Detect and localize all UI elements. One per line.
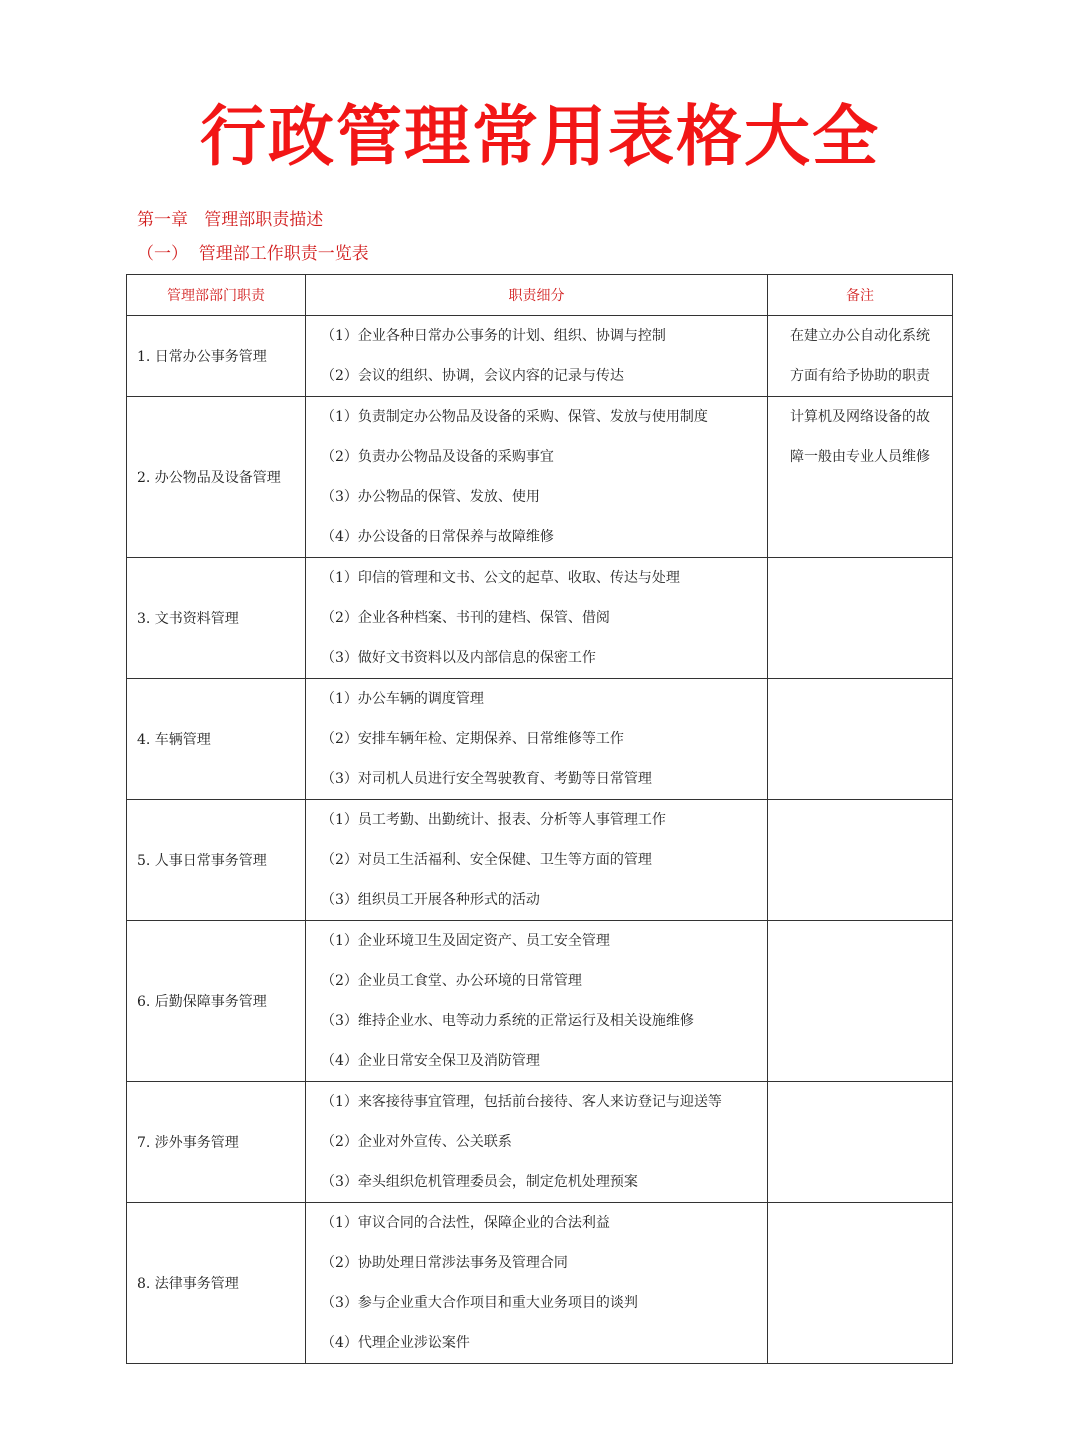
detail-cell <box>306 558 768 679</box>
detail-item: （2）企业员工食堂、办公环境的日常管理 <box>321 973 582 989</box>
detail-cell <box>306 397 768 558</box>
note-line: 方面有给予协助的职责 <box>790 368 930 384</box>
note-cell <box>768 1082 953 1203</box>
detail-cell <box>306 1082 768 1203</box>
header-dept: 管理部部门职责 <box>127 275 306 316</box>
table-body <box>127 316 953 1364</box>
detail-cell <box>306 316 768 397</box>
detail-item: （4）代理企业涉讼案件 <box>321 1335 470 1351</box>
table-row <box>127 1203 953 1364</box>
detail-item: （2）协助处理日常涉法事务及管理合同 <box>321 1255 568 1271</box>
detail-item: （3）牵头组织危机管理委员会，制定危机处理预案 <box>321 1174 638 1190</box>
chapter-heading: 第一章 管理部职责描述 <box>137 210 324 230</box>
detail-item: （2）负责办公物品及设备的采购事宜 <box>321 449 554 465</box>
main-title: 行政管理常用表格大全 <box>200 98 880 175</box>
note-cell <box>768 1203 953 1364</box>
dept-cell: 4. 车辆管理 <box>127 679 306 800</box>
detail-item: （1）企业各种日常办公事务的计划、组织、协调与控制 <box>321 328 666 344</box>
table-header-row <box>127 275 953 316</box>
section-subtitle: （一） 管理部工作职责一览表 <box>137 244 369 264</box>
dept-cell: 3. 文书资料管理 <box>127 558 306 679</box>
table-row <box>127 1082 953 1203</box>
detail-item: （3）维持企业水、电等动力系统的正常运行及相关设施维修 <box>321 1013 694 1029</box>
table-row <box>127 679 953 800</box>
detail-cell <box>306 921 768 1082</box>
detail-item: （1）员工考勤、出勤统计、报表、分析等人事管理工作 <box>321 812 666 828</box>
note-cell <box>768 316 953 397</box>
dept-cell: 1. 日常办公事务管理 <box>127 316 306 397</box>
detail-item: （1）审议合同的合法性，保障企业的合法利益 <box>321 1215 610 1231</box>
table-row <box>127 921 953 1082</box>
detail-item: （2）安排车辆年检、定期保养、日常维修等工作 <box>321 731 624 747</box>
detail-item: （4）办公设备的日常保养与故障维修 <box>321 529 554 545</box>
detail-item: （1）企业环境卫生及固定资产、员工安全管理 <box>321 933 610 949</box>
detail-item: （4）企业日常安全保卫及消防管理 <box>321 1053 540 1069</box>
dept-cell: 5. 人事日常事务管理 <box>127 800 306 921</box>
duty-table <box>126 274 953 1364</box>
detail-item: （3）做好文书资料以及内部信息的保密工作 <box>321 650 596 666</box>
note-cell <box>768 800 953 921</box>
dept-cell: 8. 法律事务管理 <box>127 1203 306 1364</box>
note-cell <box>768 558 953 679</box>
detail-item: （1）印信的管理和文书、公文的起草、收取、传达与处理 <box>321 570 680 586</box>
detail-cell <box>306 800 768 921</box>
header-detail: 职责细分 <box>306 275 768 316</box>
detail-item: （3）对司机人员进行安全驾驶教育、考勤等日常管理 <box>321 771 652 787</box>
detail-item: （3）办公物品的保管、发放、使用 <box>321 489 540 505</box>
header-note: 备注 <box>768 275 953 316</box>
table-row <box>127 558 953 679</box>
dept-cell: 7. 涉外事务管理 <box>127 1082 306 1203</box>
detail-item: （2）对员工生活福利、安全保健、卫生等方面的管理 <box>321 852 652 868</box>
detail-item: （1）办公车辆的调度管理 <box>321 691 484 707</box>
detail-item: （2）会议的组织、协调，会议内容的记录与传达 <box>321 368 624 384</box>
table-row <box>127 800 953 921</box>
detail-item: （2）企业各种档案、书刊的建档、保管、借阅 <box>321 610 610 626</box>
note-cell <box>768 679 953 800</box>
note-line: 障一般由专业人员维修 <box>790 449 930 465</box>
detail-item: （2）企业对外宣传、公关联系 <box>321 1134 512 1150</box>
note-cell <box>768 921 953 1082</box>
note-line: 计算机及网络设备的故 <box>790 409 930 425</box>
note-line: 在建立办公自动化系统 <box>790 328 930 344</box>
table-row <box>127 316 953 397</box>
detail-item: （3）组织员工开展各种形式的活动 <box>321 892 540 908</box>
note-cell <box>768 397 953 558</box>
dept-cell: 6. 后勤保障事务管理 <box>127 921 306 1082</box>
detail-cell <box>306 679 768 800</box>
detail-item: （1）负责制定办公物品及设备的采购、保管、发放与使用制度 <box>321 409 708 425</box>
detail-item: （3）参与企业重大合作项目和重大业务项目的谈判 <box>321 1295 638 1311</box>
detail-item: （1）来客接待事宜管理，包括前台接待、客人来访登记与迎送等 <box>321 1094 722 1110</box>
detail-cell <box>306 1203 768 1364</box>
table-row <box>127 397 953 558</box>
dept-cell: 2. 办公物品及设备管理 <box>127 397 306 558</box>
